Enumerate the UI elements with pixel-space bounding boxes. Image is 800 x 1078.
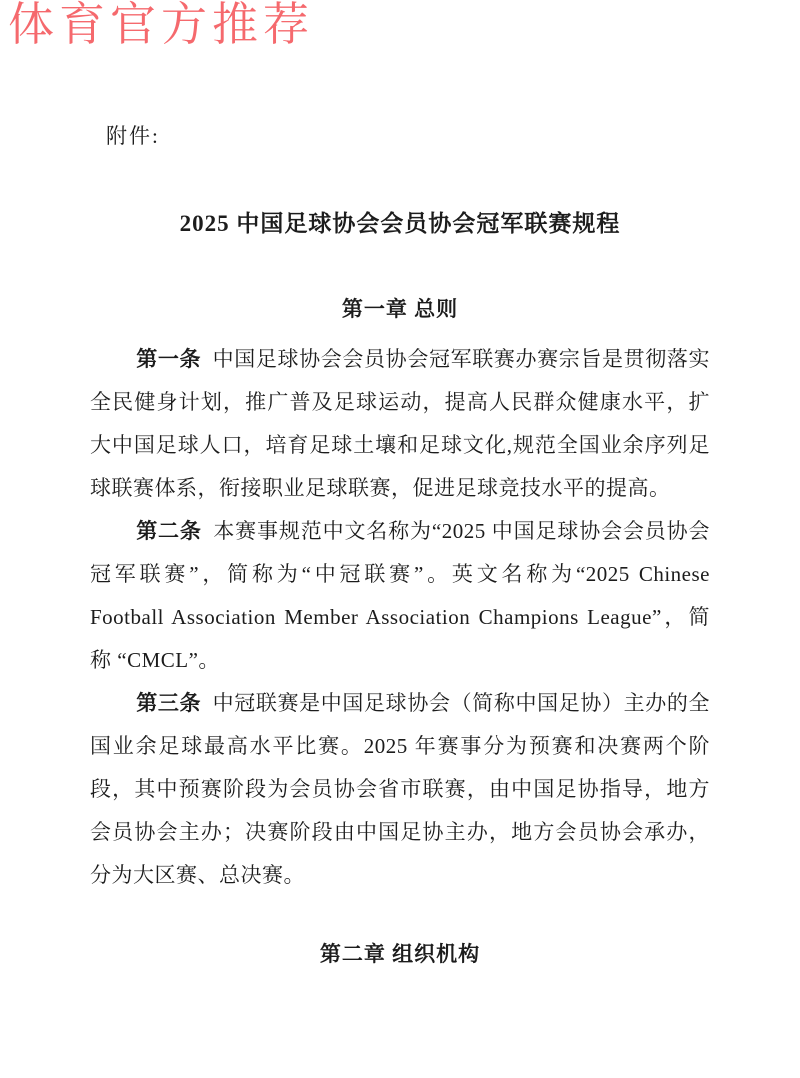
watermark-text: 体育官方推荐 [8, 0, 314, 50]
chapter-2-heading: 第二章 组织机构 [319, 942, 481, 966]
article-3 [90, 682, 710, 897]
document-title: 2025 中国足球协会会员协会冠军联赛规程 [179, 211, 621, 236]
article-3-text: 中冠联赛是中国足球协会（简称中国足协）主办的全国业余足球最高水平比赛。2025 年赛事分为预赛和决赛两个阶段，其中预赛阶段为会员协会省市联赛，由中国足协指导，地方会员协会主办；决赛阶段由中国足协主办，地方会员协会承办，分为大区赛、总决赛。 [90, 691, 711, 887]
article-2-label: 第二条 [136, 519, 202, 543]
article-3-label: 第三条 [136, 691, 202, 715]
chapter-1-body [90, 338, 710, 897]
attachment-label: 附件: [106, 124, 160, 148]
article-2-text: 本赛事规范中文名称为“2025 中国足球协会会员协会冠军联赛”，简称为“中冠联赛”。英文名称为“2025 Chinese Football Association Member Association Champions League”，简称 “CMCL”。 [90, 519, 711, 672]
article-1-text: 中国足球协会会员协会冠军联赛办赛宗旨是贯彻落实全民健身计划，推广普及足球运动，提高人民群众健康水平，扩大中国足球人口，培育足球土壤和足球文化,规范全国业余序列足球联赛体系，衔接职业足球联赛，促进足球竞技水平的提高。 [90, 347, 711, 500]
chapter-1-heading: 第一章 总则 [341, 297, 459, 321]
article-1-label: 第一条 [136, 347, 202, 371]
article-1 [90, 338, 710, 510]
article-2 [90, 510, 710, 682]
